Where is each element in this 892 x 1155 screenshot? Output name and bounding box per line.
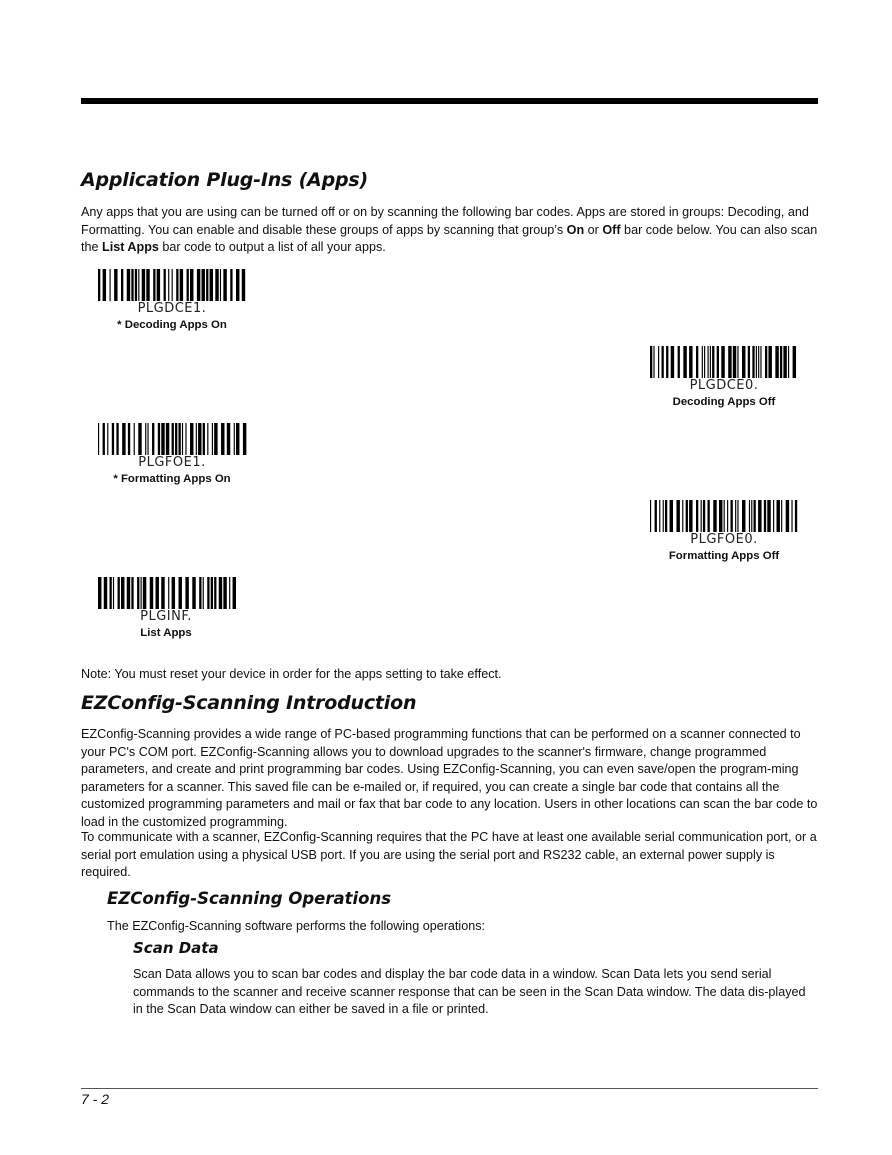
barcode-bar (116, 423, 118, 455)
barcode-bar (221, 423, 224, 455)
barcode-caption: * Decoding Apps On (117, 319, 227, 331)
barcode-bar (735, 500, 736, 532)
barcode-bar (236, 269, 239, 301)
barcode-bar (207, 577, 209, 609)
barcode-text: PLGINF. (140, 609, 192, 624)
barcode-bar (164, 269, 166, 301)
barcode-bar (765, 346, 767, 378)
barcode-bar (175, 423, 177, 455)
barcode-bar (678, 346, 680, 378)
barcode-bar (710, 346, 711, 378)
barcode-bar (737, 500, 738, 532)
barcode-bar (780, 346, 782, 378)
barcode-bar (157, 269, 160, 301)
barcode-bar (795, 500, 797, 532)
barcode-decoding-apps-off (638, 346, 810, 409)
barcode-caption: * Formatting Apps On (113, 473, 231, 485)
barcode-bar (768, 346, 771, 378)
barcode-bar (731, 500, 733, 532)
barcode-text: PLGDCE0. (689, 378, 759, 393)
barcode-bar (229, 577, 230, 609)
operations-intro-paragraph: The EZConfig-Scanning software performs the following operations: (107, 919, 486, 933)
barcode-bar (104, 577, 107, 609)
barcode-bar (220, 269, 221, 301)
barcode-bar (172, 269, 173, 301)
barcode-bar (683, 346, 686, 378)
barcode-bar (653, 346, 654, 378)
barcode-bar (756, 346, 757, 378)
barcode-bar (708, 500, 710, 532)
barcode-bar (198, 423, 201, 455)
barcode-bar (686, 500, 688, 532)
barcode-bar (138, 423, 141, 455)
barcode-bar (719, 500, 722, 532)
header-rule (81, 98, 818, 104)
barcode-bar (708, 346, 709, 378)
barcode-bar (737, 346, 738, 378)
barcode-bar (728, 346, 731, 378)
barcode-bar (207, 423, 208, 455)
barcode-bar (227, 423, 230, 455)
barcode-bar (187, 269, 189, 301)
barcode-bar (185, 423, 186, 455)
barcode-bar (166, 423, 169, 455)
intro-or-word: or (584, 222, 603, 237)
barcode-bar (212, 423, 213, 455)
barcode-bar (185, 577, 188, 609)
barcode-bar (176, 269, 178, 301)
barcode-caption: List Apps (140, 627, 192, 639)
barcode-bar (179, 577, 182, 609)
intro-text-2: bar code below. You can also scan the (81, 222, 818, 254)
barcode-bar (156, 577, 159, 609)
barcode-bar (773, 500, 774, 532)
barcode-bar (141, 577, 142, 609)
barcode-bar (748, 346, 750, 378)
barcode-bar (742, 500, 745, 532)
barcode-bar (137, 577, 139, 609)
barcode-bars (92, 423, 252, 455)
barcode-bar (152, 423, 154, 455)
barcode-bar (671, 346, 674, 378)
footer-rule (81, 1088, 818, 1089)
barcode-bar (689, 500, 692, 532)
barcode-bar (791, 500, 792, 532)
barcode-bars (92, 269, 252, 301)
barcode-bar (233, 577, 236, 609)
section-title-scan-data: Scan Data (133, 939, 219, 957)
barcode-bar (142, 269, 145, 301)
barcode-text: PLGFOE1. (138, 455, 206, 470)
barcode-bar (143, 577, 146, 609)
barcode-bar (717, 346, 719, 378)
scan-data-paragraph: Scan Data allows you to scan bar codes and display the bar code data in a window. Scan Data lets you send serial commands to the scanner and receive scanner response that can be seen in the Scan Data window. The data dis-played in the Scan Data window can either be saved in a file or printed. (133, 967, 806, 1016)
barcode-bar (153, 269, 155, 301)
barcode-bar (670, 500, 673, 532)
barcode-bar (777, 500, 780, 532)
barcode-bar (158, 423, 160, 455)
barcode-bar (121, 269, 123, 301)
barcode-bar (112, 423, 114, 455)
barcode-bar (147, 423, 148, 455)
barcode-bar (110, 577, 112, 609)
barcode-bar (168, 269, 169, 301)
barcode-bar (203, 577, 204, 609)
barcode-bar (168, 577, 169, 609)
barcode-bar (758, 500, 761, 532)
barcode-bars (92, 577, 240, 609)
barcode-bar (659, 500, 660, 532)
barcode-bar (676, 500, 679, 532)
intro-on-word: On (566, 222, 585, 237)
barcode-bar (662, 346, 664, 378)
barcode-bar (650, 500, 651, 532)
barcode-bar (696, 346, 698, 378)
barcode-bar (663, 500, 664, 532)
barcode-bar (103, 269, 106, 301)
barcode-text: PLGDCE1. (137, 301, 207, 316)
barcode-bar (665, 500, 667, 532)
barcode-bar (775, 346, 778, 378)
intro-list-apps-word: List Apps (102, 240, 159, 254)
intro-text-3: bar code to output a list of all your apps. (158, 240, 386, 254)
barcode-bar (131, 269, 133, 301)
barcode-bar (754, 500, 756, 532)
ezconfig-communication-paragraph: To communicate with a scanner, EZConfig-Scanning requires that the PC have at least one available serial communication port, or a serial port emulation using a physical USB port. If you are using the serial port and RS232 cable, an external power supply is required. (81, 830, 817, 879)
barcode-bar (704, 346, 705, 378)
barcode-formatting-apps-on (86, 423, 258, 486)
intro-text-1: Any apps that you are using can be turned off or on by scanning the following bar codes. Apps are stored in groups: Decoding, and Formatting. You can enable and disable these groups of apps by scanning that group’s (81, 205, 809, 237)
barcode-bar (138, 269, 139, 301)
barcode-bar (243, 423, 246, 455)
barcode-bar (223, 577, 226, 609)
barcode-bar (215, 269, 218, 301)
barcode-bar (752, 346, 754, 378)
apps-reset-note: Note: You must reset your device in order for the apps setting to take effect. (81, 667, 502, 681)
barcode-bar (145, 423, 146, 455)
barcode-bar (211, 577, 213, 609)
barcode-bar (192, 577, 195, 609)
barcode-bar (196, 423, 197, 455)
barcode-bar (202, 269, 205, 301)
barcode-bar (767, 500, 770, 532)
barcode-bar (150, 577, 153, 609)
barcode-bar (721, 346, 724, 378)
barcode-list-apps (80, 577, 252, 640)
barcode-bar (190, 423, 193, 455)
barcode-bar (712, 346, 714, 378)
section-title-ezconfig-introduction: EZConfig-Scanning Introduction (81, 692, 417, 714)
barcode-bar (713, 500, 716, 532)
barcode-bar (727, 500, 728, 532)
barcode-bar (179, 423, 181, 455)
barcode-bar (197, 269, 200, 301)
barcode-bar (696, 500, 698, 532)
barcode-bar (655, 500, 657, 532)
barcode-bar (749, 500, 750, 532)
barcode-bar (98, 423, 99, 455)
barcode-bar (127, 269, 130, 301)
barcode-bar (113, 577, 114, 609)
barcode-bar (701, 500, 702, 532)
section-title-application-plugins: Application Plug-Ins (Apps) (81, 169, 368, 191)
barcode-bar (230, 269, 232, 301)
barcode-bar (666, 346, 668, 378)
barcode-bar (682, 500, 683, 532)
barcode-bar (223, 269, 226, 301)
barcode-bar (210, 269, 213, 301)
barcode-bar (161, 423, 164, 455)
barcode-bar (742, 346, 745, 378)
barcode-bar (128, 423, 130, 455)
barcode-bar (703, 500, 705, 532)
barcode-bar (206, 269, 208, 301)
barcode-bar (161, 577, 164, 609)
barcode-bar (650, 346, 652, 378)
barcode-bar (107, 423, 108, 455)
barcode-bar (758, 346, 759, 378)
barcode-bar (242, 269, 245, 301)
barcode-bar (121, 577, 124, 609)
barcode-bar (98, 577, 101, 609)
barcode-bar (131, 577, 133, 609)
barcode-bar (793, 346, 796, 378)
barcode-bar (658, 346, 659, 378)
barcode-bar (135, 269, 137, 301)
barcode-bar (172, 577, 175, 609)
barcode-bar (122, 423, 125, 455)
barcode-bar (764, 500, 766, 532)
barcode-caption: Decoding Apps Off (672, 396, 776, 408)
barcode-bar (190, 269, 193, 301)
barcode-bar (114, 269, 117, 301)
barcode-bar (203, 423, 205, 455)
barcode-bar (702, 346, 703, 378)
apps-intro-paragraph (81, 204, 818, 257)
barcode-bar (103, 423, 105, 455)
barcode-bar (783, 346, 786, 378)
barcode-bar (751, 500, 752, 532)
barcode-bar (689, 346, 692, 378)
ezconfig-intro-paragraph: EZConfig-Scanning provides a wide range of PC-based programming functions that can be performed on a scanner connected to your PC's COM port. EZConfig-Scanning allows you to download upgrades to the scanner's firmware, change programmed parameters, and create and print programming bar codes. Using EZConfig-Scanning, you can even save/open the program-ming parameters for a scanner. This saved file can be e-mailed or, if required, you can create a single bar code that contains all the customized programming parameters and mail or fax that bar code to any location. Users in other locations can scan the bar code to load in the customized programming. (81, 727, 818, 829)
barcode-bar (234, 423, 235, 455)
barcode-bar (781, 500, 782, 532)
barcode-bar (146, 269, 149, 301)
barcode-bars (644, 346, 804, 378)
barcode-bar (733, 346, 736, 378)
barcode-bar (182, 423, 183, 455)
barcode-bar (110, 269, 111, 301)
barcode-bar (214, 577, 216, 609)
barcode-bar (214, 423, 217, 455)
barcode-decoding-apps-on (86, 269, 258, 332)
barcode-bar (180, 269, 183, 301)
barcode-bar (98, 269, 100, 301)
barcode-bar (760, 346, 761, 378)
barcode-bar (127, 577, 130, 609)
barcode-bar (786, 500, 789, 532)
barcode-bar (788, 346, 789, 378)
barcode-formatting-apps-off (638, 500, 810, 563)
barcode-text: PLGFOE0. (690, 532, 758, 547)
barcode-bar (199, 577, 201, 609)
barcode-bar (118, 577, 120, 609)
barcode-bar (724, 500, 725, 532)
barcode-bars (644, 500, 804, 532)
intro-off-word: Off (602, 222, 621, 237)
section-title-ezconfig-operations: EZConfig-Scanning Operations (107, 889, 392, 908)
barcode-bar (236, 423, 239, 455)
barcode-caption: Formatting Apps Off (668, 550, 780, 562)
barcode-bar (134, 423, 135, 455)
barcode-bar (172, 423, 174, 455)
barcode-bar (219, 577, 222, 609)
page-number: 7 - 2 (81, 1091, 110, 1107)
